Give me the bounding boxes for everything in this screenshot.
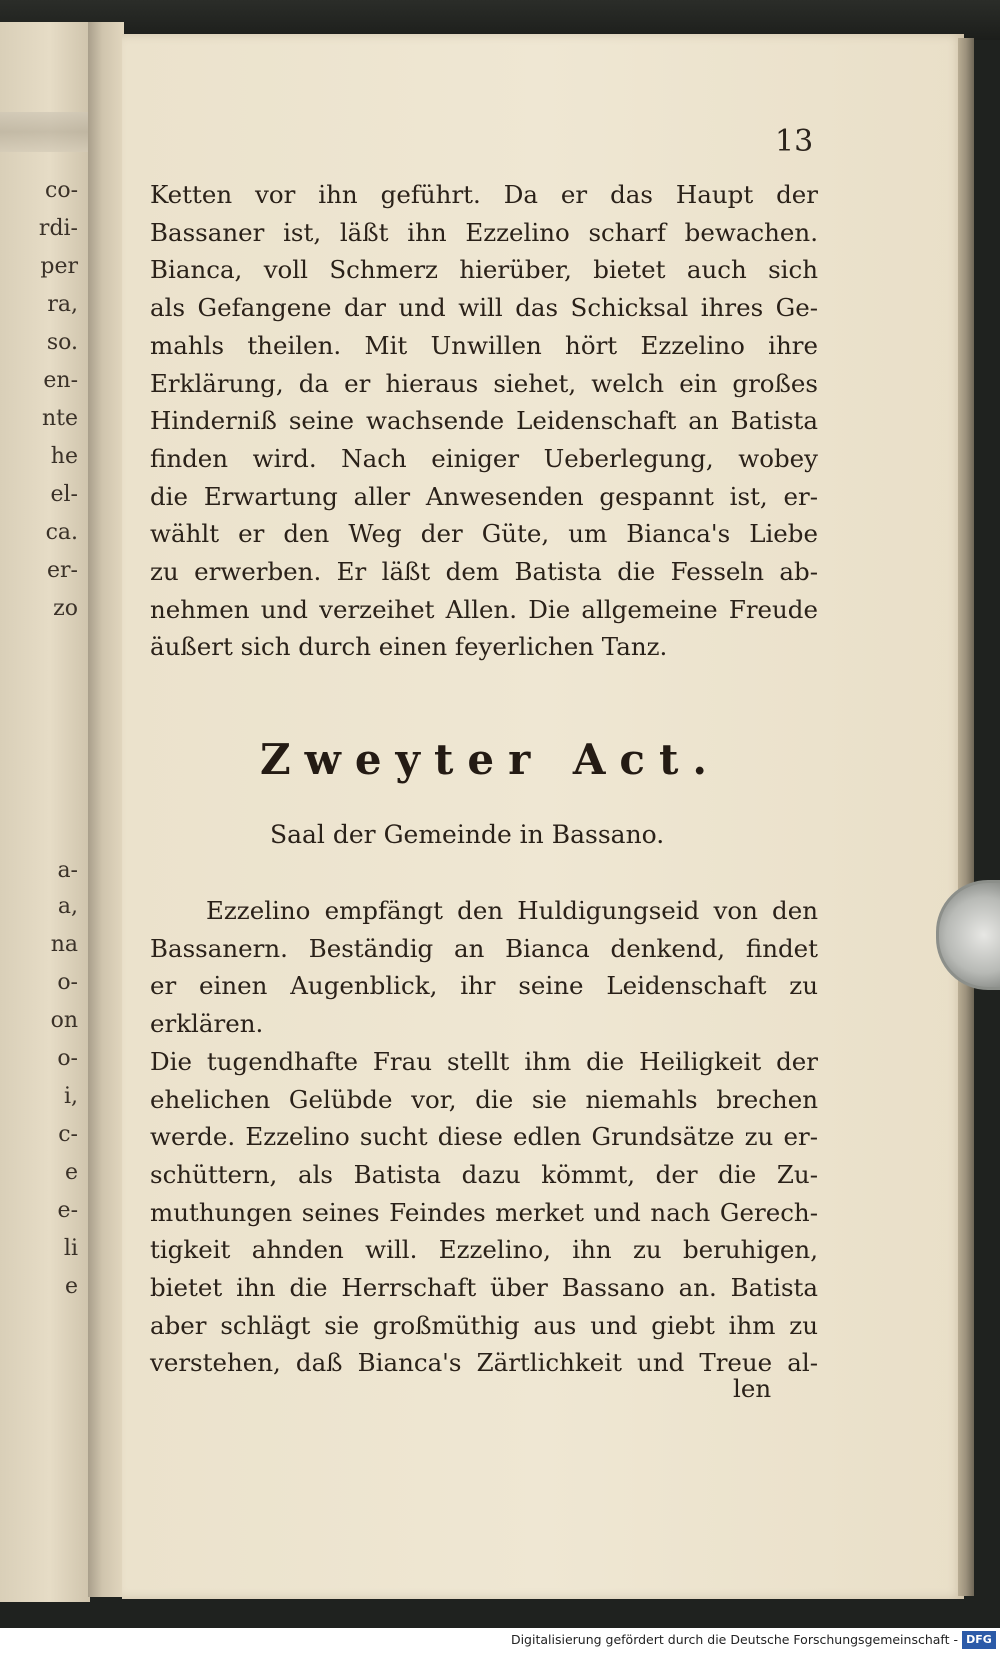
left-page-fragment: rdi- bbox=[38, 216, 78, 241]
text-line: Ketten vor ihn geführt. Da er das Haupt der bbox=[150, 180, 818, 209]
text-line: zu erwerben. Er läßt dem Batista die Fesseln ab- bbox=[150, 557, 818, 587]
text-line: bietet ihn die Herrschaft über Bassano an. Batista bbox=[150, 1273, 818, 1303]
left-page-fragment: o- bbox=[57, 1046, 78, 1071]
text-line: aber schlägt sie großmüthig aus und giebt ihm zu bbox=[150, 1310, 818, 1340]
page-number: 13 bbox=[775, 124, 814, 159]
paragraph-2 bbox=[150, 892, 818, 1382]
text-line: verstehen, daß Bianca's Zärtlichkeit und Treue al- bbox=[150, 1348, 818, 1378]
left-page-fragment: li bbox=[63, 1236, 78, 1261]
paragraph-1 bbox=[150, 176, 818, 666]
left-page-fragment: e- bbox=[57, 1198, 78, 1223]
text-line: äußert sich durch einen feyerlichen Tanz. bbox=[150, 632, 668, 662]
left-page-fragment: i, bbox=[63, 1084, 78, 1109]
text-line: Hinderniß seine wachsende Leidenschaft an Batista bbox=[150, 406, 818, 436]
left-page-fragment: c- bbox=[58, 1122, 78, 1147]
scene-heading: Saal der Gemeinde in Bassano. bbox=[270, 820, 665, 849]
text-line: als Gefangene dar und will das Schicksal ihres Ge- bbox=[150, 293, 818, 323]
text-line: Bassaner ist, läßt ihn Ezzelino scharf bewachen. bbox=[150, 217, 818, 247]
text-line: Bianca, voll Schmerz hierüber, bietet auch sich bbox=[150, 255, 818, 285]
text-line: schüttern, als Batista dazu kömmt, der die Zu- bbox=[150, 1159, 818, 1189]
book-gutter bbox=[88, 22, 124, 1597]
page-edge bbox=[958, 38, 974, 1596]
left-page-fragment: e bbox=[64, 1160, 78, 1185]
text-line: tigkeit ahnden will. Ezzelino, ihn zu beruhigen, bbox=[150, 1235, 818, 1265]
left-page bbox=[0, 22, 90, 1602]
text-line: Ezzelino empfängt den Huldigungseid von den bbox=[206, 896, 818, 925]
text-line: mahls theilen. Mit Unwillen hört Ezzelino ihre bbox=[150, 330, 818, 360]
act-heading: Zweyter Act. bbox=[260, 735, 721, 784]
text-line: wählt er den Weg der Güte, um Bianca's Liebe bbox=[150, 519, 818, 549]
left-page-fragment: er- bbox=[47, 558, 78, 583]
text-line: Bassanern. Beständig an Bianca denkend, findet bbox=[150, 933, 818, 963]
text-line: Erklärung, da er hieraus siehet, welch ein großes bbox=[150, 368, 818, 398]
text-line: nehmen und verzeihet Allen. Die allgemeine Freude bbox=[150, 594, 818, 624]
left-page-fragment: e bbox=[64, 1274, 78, 1299]
catchword: len bbox=[733, 1374, 772, 1403]
left-page-fragment: en- bbox=[43, 368, 78, 393]
left-page-fragment: o- bbox=[57, 970, 78, 995]
left-page-fragment: on bbox=[50, 1008, 78, 1033]
text-line: Die tugendhafte Frau stellt ihm die Heiligkeit der bbox=[150, 1046, 818, 1076]
dfg-logo: DFG bbox=[962, 1631, 996, 1649]
left-page-fragment: per bbox=[40, 254, 78, 279]
text-line: er einen Augenblick, ihr seine Leidenschaft zu erklären. bbox=[150, 971, 818, 1039]
left-page-fragment: nte bbox=[41, 406, 78, 431]
left-page-fragment: zo bbox=[53, 596, 78, 621]
text-line: finden wird. Nach einiger Ueberlegung, wobey bbox=[150, 443, 818, 473]
footer-credit: Digitalisierung gefördert durch die Deutsche Forschungsgemeinschaft - bbox=[510, 1632, 958, 1647]
left-page-fragment: so. bbox=[46, 330, 78, 355]
text-line: ehelichen Gelübde vor, die sie niemahls brechen bbox=[150, 1084, 818, 1114]
text-line: werde. Ezzelino sucht diese edlen Grundsätze zu er- bbox=[150, 1122, 818, 1152]
left-page-fragment: na bbox=[50, 932, 78, 957]
text-line: die Erwartung aller Anwesenden gespannt ist, er- bbox=[150, 481, 818, 511]
left-page-fragment: a, bbox=[57, 894, 78, 919]
left-page-fragment: ca. bbox=[45, 520, 78, 545]
text-line: muthungen seines Feindes merket und nach Gerech- bbox=[150, 1197, 818, 1227]
left-page-fragment: el- bbox=[50, 482, 78, 507]
left-page-fragment: a- bbox=[57, 858, 78, 883]
page-stain bbox=[0, 112, 90, 152]
left-page-fragment: ra, bbox=[47, 292, 78, 317]
left-page-fragment: co- bbox=[45, 178, 78, 203]
left-page-fragment: he bbox=[50, 444, 78, 469]
